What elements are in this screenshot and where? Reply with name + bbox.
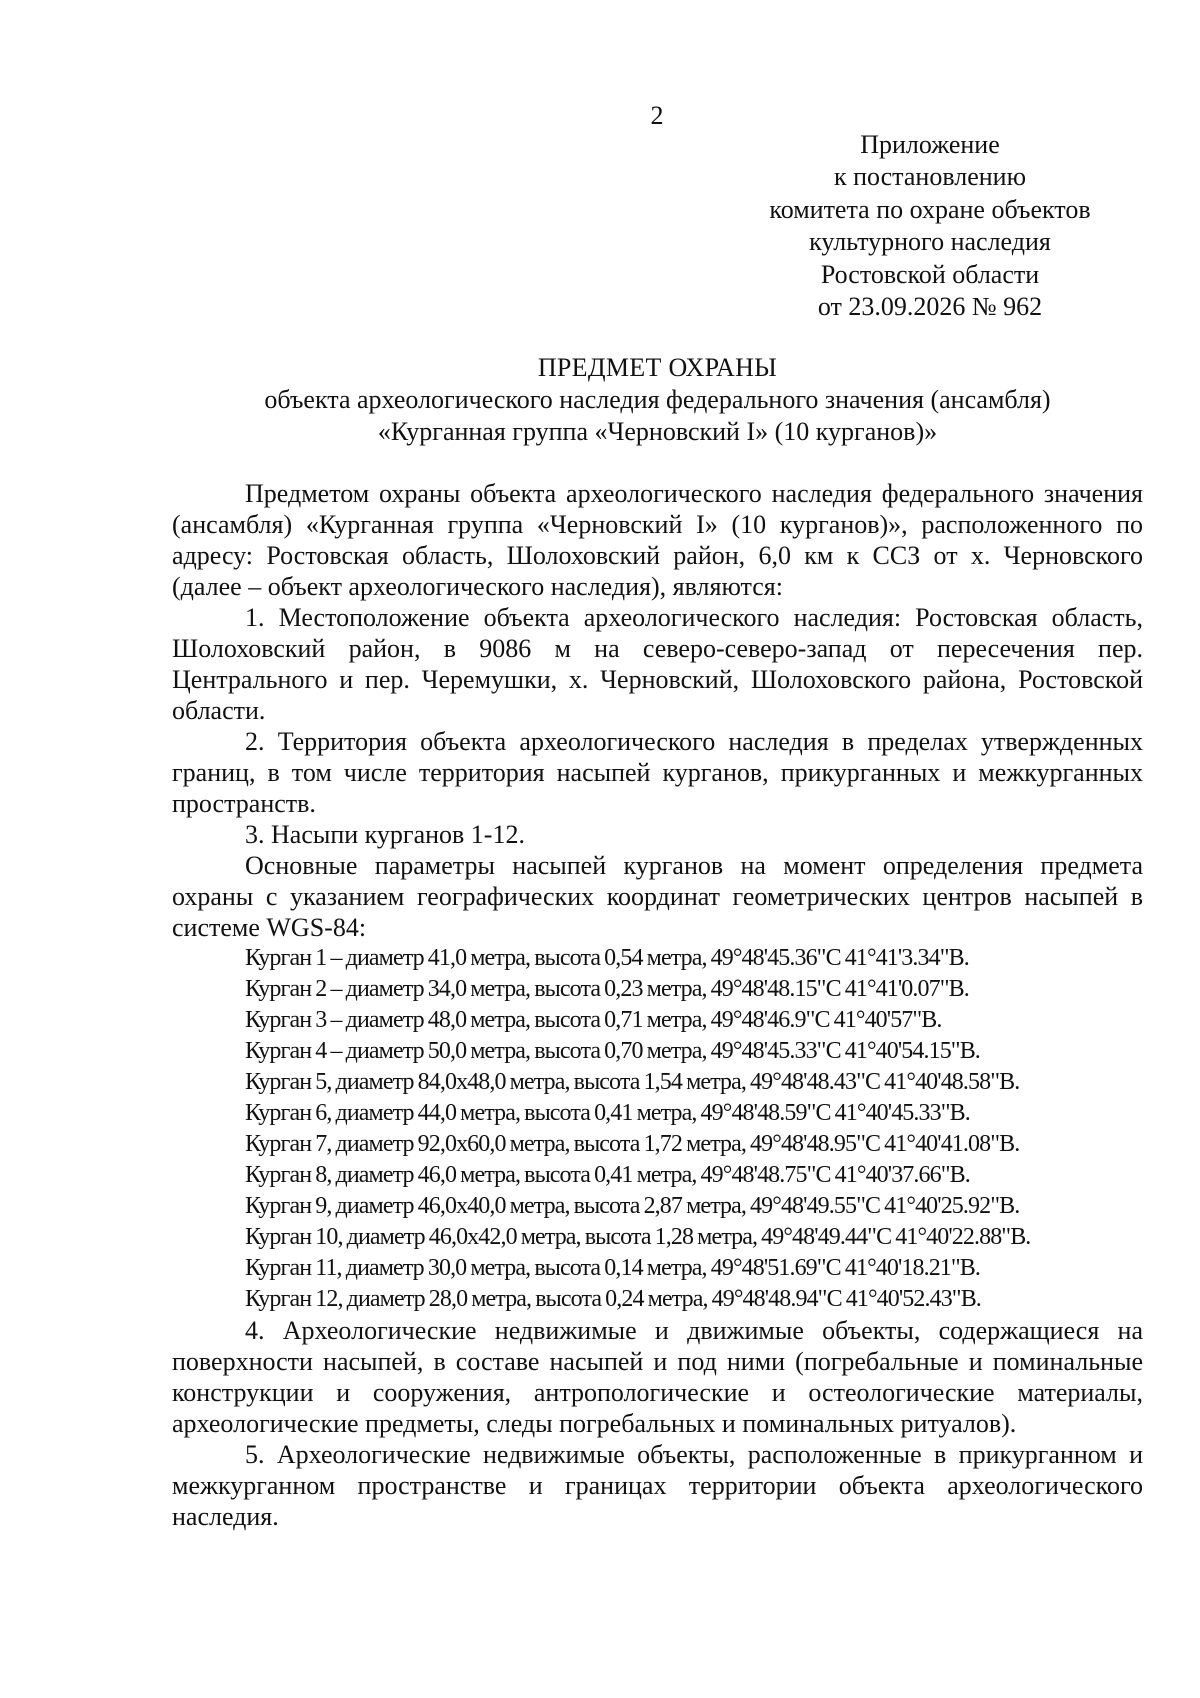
appendix-line: Ростовской области <box>820 259 1040 289</box>
kurgan-entry: Курган 12, диаметр 28,0 метра, высота 0,24 метра, 49°48'48.94"С 41°40'52.43"В. <box>245 1286 981 1312</box>
appendix-line: Приложение <box>860 130 1000 159</box>
kurgan-entry: Курган 7, диаметр 92,0х60,0 метра, высота 1,72 метра, 49°48'48.95"С 41°40'41.08"В. <box>245 1131 1020 1157</box>
kurgan-entry: Курган 3 – диаметр 48,0 метра, высота 0,71 метра, 49°48'46.9"С 41°40'57"В. <box>245 1007 942 1033</box>
document-title: ПРЕДМЕТ ОХРАНЫ <box>537 353 778 382</box>
appendix-line: культурного наследия <box>809 227 1051 257</box>
parameters-paragraph: Основные параметры насыпей курганов на момент определения предмета охраны с указанием географических координат геометрических центров насыпей в системе WGS-84: <box>172 851 1143 942</box>
appendix-date-number: от 23.09.2026 № 962 <box>817 292 1043 322</box>
appendix-block <box>740 129 1120 323</box>
kurgan-entry: Курган 6, диаметр 44,0 метра, высота 0,41 метра, 49°48'48.59"С 41°40'45.33"В. <box>245 1100 970 1126</box>
item-immovable-objects: 5. Археологические недвижимые объекты, расположенные в прикурганном и межкурганном пространстве и границах территории объекта археологического наследия. <box>172 1440 1143 1531</box>
kurgan-entry: Курган 2 – диаметр 34,0 метра, высота 0,23 метра, 49°48'48.15"С 41°41'0.07"В. <box>245 976 969 1002</box>
kurgan-entry: Курган 1 – диаметр 41,0 метра, высота 0,54 метра, 49°48'45.36"С 41°41'3.34"В. <box>245 945 969 971</box>
kurgan-entry: Курган 4 – диаметр 50,0 метра, высота 0,70 метра, 49°48'45.33"С 41°40'54.15"В. <box>245 1038 980 1064</box>
appendix-line: к постановлению <box>833 162 1027 192</box>
document-body <box>172 478 1143 1532</box>
item-territory: 2. Территория объекта археологического наследия в пределах утвержденных границ, в том числе территория насыпей курганов, прикурганных и межкурганных пространств. <box>172 727 1143 818</box>
kurgan-entry: Курган 11, диаметр 30,0 метра, высота 0,14 метра, 49°48'51.69"С 41°40'18.21"В. <box>245 1255 981 1281</box>
intro-paragraph: Предметом охраны объекта археологического наследия федерального значения (ансамбля) «Курганная группа «Черновский I» (10 курганов)», расположенного по адресу: Ростовская область, Шолоховский район, 6,0 км к ССЗ от х. Черновского (далее – объект археологического наследия), являются: <box>172 479 1143 601</box>
kurgan-entry: Курган 8, диаметр 46,0 метра, высота 0,41 метра, 49°48'48.75"С 41°40'37.66"В. <box>245 1162 970 1188</box>
item-archaeological-objects: 4. Археологические недвижимые и движимые объекты, содержащиеся на поверхности насыпей, в составе насыпей и под ними (погребальные и поминальные конструкции и сооружения, антропологические и остеологические материалы, археологические предметы, следы погребальных и поминальных ритуалов). <box>172 1316 1143 1438</box>
page-number: 2 <box>650 101 664 130</box>
item-mounds: 3. Насыпи курганов 1-12. <box>245 820 525 849</box>
document-heading <box>172 352 1143 448</box>
kurgan-entry: Курган 10, диаметр 46,0х42,0 метра, высота 1,28 метра, 49°48'49.44"С 41°40'22.88"В. <box>245 1224 1031 1250</box>
kurgan-list <box>172 943 1143 1315</box>
document-subtitle: объекта археологического наследия федерального значения (ансамбля) <box>264 385 1051 414</box>
appendix-line: комитета по охране объектов <box>769 194 1091 224</box>
kurgan-entry: Курган 9, диаметр 46,0х40,0 метра, высота 2,87 метра, 49°48'49.55"С 41°40'25.92"В. <box>245 1193 1020 1219</box>
document-subtitle-object-name: «Курганная группа «Черновский I» (10 курганов)» <box>377 417 938 446</box>
item-location: 1. Местоположение объекта археологического наследия: Ростовская область, Шолоховский район, в 9086 м на северо-северо-запад от пересечения пер. Центрального и пер. Черемушки, х. Черновский, Шолоховского района, Ростовской области. <box>172 603 1143 725</box>
kurgan-entry: Курган 5, диаметр 84,0х48,0 метра, высота 1,54 метра, 49°48'48.43"С 41°40'48.58"В. <box>245 1069 1020 1095</box>
